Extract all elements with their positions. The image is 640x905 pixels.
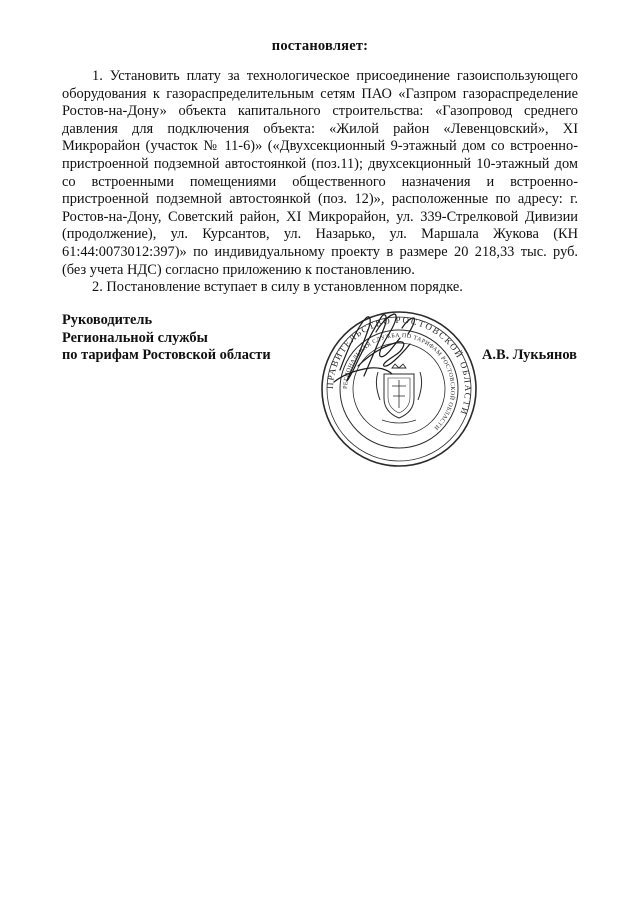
seal-outer-text: ПРАВИТЕЛЬСТВО РОСТОВСКОЙ ОБЛАСТИ xyxy=(324,314,474,418)
coat-of-arms-icon xyxy=(376,364,421,423)
paragraph-2: 2. Постановление вступает в силу в установленном порядке. xyxy=(92,279,463,296)
seal-inner-text: РЕГИОНАЛЬНАЯ СЛУЖБА ПО ТАРИФАМ РОСТОВСКОЙ ОБЛАСТИ xyxy=(342,332,456,431)
signatory-title xyxy=(62,312,271,365)
official-seal xyxy=(318,308,480,470)
document-body xyxy=(62,68,578,297)
signatory-name: А.В. Лукьянов xyxy=(482,347,577,363)
signatory-title-line: Руководитель xyxy=(62,312,153,328)
signatory-title-line: Региональной службы xyxy=(62,329,208,346)
paragraph-1: 1. Установить плату за технологическое присоединение газоиспользующего оборудования к газораспределительным сетям ПАО «Газпром газораспределение Ростов-на-Дону» объекта капитального строительства: «Газопровод среднего давления для подключения объекта: «Жилой район «Левенцовский», XI Микрорайон (участок № 11-6)» («Двухсекционный 9-этажный дом со встроенно-пристроенной подземной автостоянкой (поз.11); двухсекционный 10-этажный дом со встроенными помещениями общественного назначения и встроенно-пристроенной подземной автостоянкой (поз. 12)», расположенные по адресу: г. Ростов-на-Дону, Советский район, XI Микрорайон, ул. 339-Стрелковой Дивизии (продолжение), ул. Курсантов, ул. Назарько, ул. Маршала Жукова (КН 61:44:0073012:397)» по индивидуальному проекту в размере 20 218,33 тыс. руб. (без учета НДС) согласно приложению к постановлению. xyxy=(62,68,578,278)
signatory-title-line: по тарифам Ростовской области xyxy=(62,347,271,364)
document-heading: постановляет: xyxy=(271,38,369,54)
